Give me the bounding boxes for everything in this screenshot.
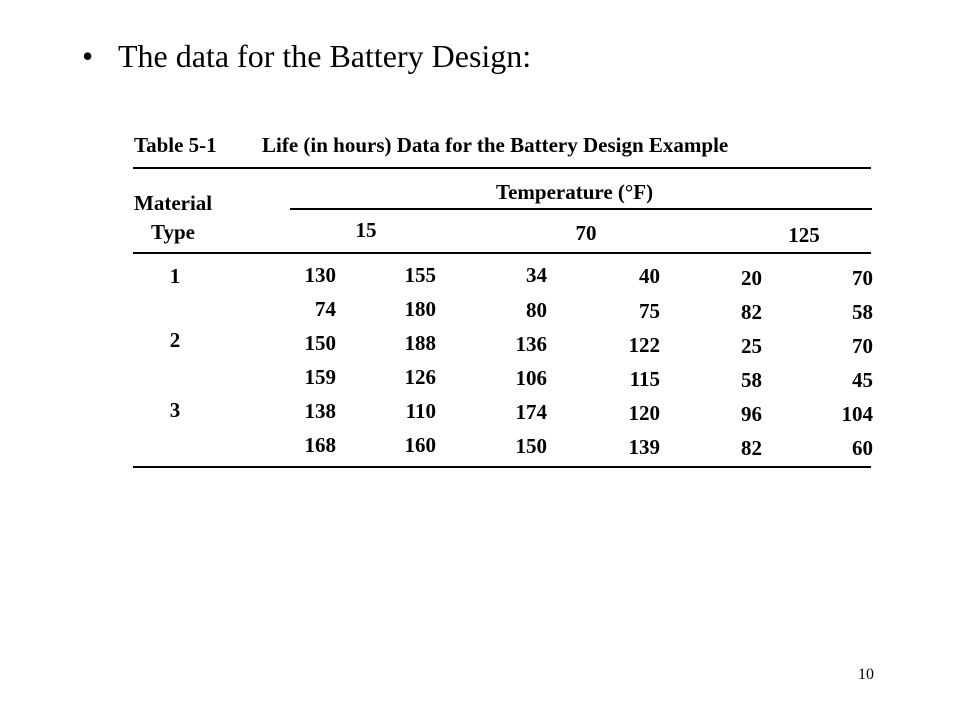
slide-number: 10 (858, 666, 874, 683)
table-cell: 159 (304, 365, 336, 389)
table-caption-number: Table 5-1 (134, 133, 217, 157)
table-cell: 70 (852, 266, 873, 290)
temperature-header-15: 15 (355, 218, 377, 242)
material-label-3: 3 (169, 398, 181, 422)
table-cell: 74 (315, 297, 336, 321)
row-header-material: Material (134, 191, 213, 215)
table-caption-title: Life (in hours) Data for the Battery Design Example (262, 133, 729, 157)
table-cell: 58 (741, 368, 762, 392)
temperature-header-125: 125 (788, 223, 820, 247)
bullet-text: The data for the Battery Design: (118, 38, 532, 74)
bullet-point (82, 38, 531, 75)
table-cell: 34 (526, 263, 547, 287)
table-cell: 110 (405, 399, 436, 423)
table-cell: 160 (404, 433, 436, 457)
table-header-rule (133, 252, 871, 254)
table-cell: 138 (304, 399, 336, 423)
table-cell: 150 (304, 331, 336, 355)
table-cell: 106 (515, 366, 547, 390)
table-cell: 82 (741, 436, 762, 460)
table-cell: 82 (741, 300, 762, 324)
table-cell: 45 (852, 368, 873, 392)
table-top-rule (133, 167, 871, 169)
table-cell: 174 (515, 400, 547, 424)
table-cell: 180 (404, 297, 436, 321)
table-cell: 25 (741, 334, 762, 358)
table-cell: 80 (526, 298, 547, 322)
table-cell: 139 (628, 435, 660, 459)
table-cell: 155 (404, 263, 436, 287)
table-cell: 20 (741, 266, 762, 290)
row-header-type: Type (151, 220, 195, 244)
table-cell: 70 (852, 334, 873, 358)
temperature-group-header: Temperature (°F) (496, 180, 654, 204)
material-label-2: 2 (169, 328, 181, 352)
table-cell: 122 (628, 333, 660, 357)
table-cell: 58 (852, 300, 873, 324)
temperature-header-70: 70 (575, 221, 597, 245)
table-cell: 104 (841, 402, 873, 426)
table-cell: 168 (304, 433, 336, 457)
table-cell: 115 (629, 367, 660, 391)
table-cell: 120 (628, 401, 660, 425)
table-cell: 188 (404, 331, 436, 355)
table-cell: 136 (515, 332, 547, 356)
temperature-group-rule (290, 208, 872, 210)
table-cell: 126 (404, 365, 436, 389)
table-cell: 150 (515, 434, 547, 458)
table-cell: 75 (639, 299, 660, 323)
material-label-1: 1 (169, 264, 181, 288)
table-cell: 130 (304, 263, 336, 287)
table-cell: 60 (852, 436, 873, 460)
table-cell: 40 (639, 264, 660, 288)
table-bottom-rule (133, 466, 871, 468)
bullet-glyph: • (82, 38, 94, 74)
table-cell: 96 (741, 402, 762, 426)
table-caption (134, 133, 728, 158)
